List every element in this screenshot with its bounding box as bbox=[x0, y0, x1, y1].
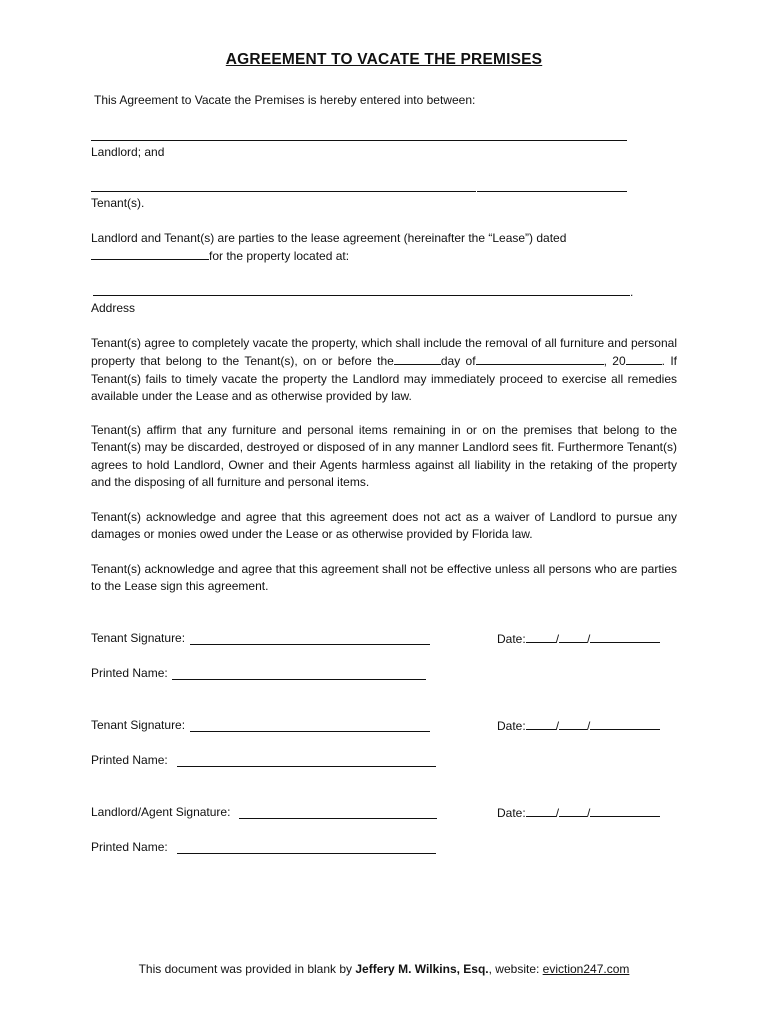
address-period: . bbox=[630, 285, 634, 299]
tenant-signature-line-1[interactable] bbox=[190, 644, 430, 645]
printed-name-label-3: Printed Name: bbox=[91, 840, 168, 854]
printed-name-label-1: Printed Name: bbox=[91, 666, 168, 680]
vacate-year-prefix: 20 bbox=[612, 354, 626, 369]
printed-name-line-2[interactable] bbox=[177, 766, 436, 767]
landlord-name-line[interactable] bbox=[91, 140, 627, 141]
lease-date-blank[interactable] bbox=[91, 247, 209, 260]
tenant-name-line-1[interactable] bbox=[91, 191, 476, 192]
lease-property-text: for the property located at: bbox=[209, 249, 350, 264]
date-3-month[interactable] bbox=[526, 804, 556, 817]
date-3-year[interactable] bbox=[590, 804, 660, 817]
vacate-day-blank[interactable] bbox=[394, 352, 441, 365]
printed-name-label-2: Printed Name: bbox=[91, 753, 168, 767]
landlord-signature-label: Landlord/Agent Signature: bbox=[91, 805, 231, 819]
printed-name-line-1[interactable] bbox=[172, 679, 426, 680]
vacate-comma: , bbox=[603, 354, 607, 369]
effective-paragraph: Tenant(s) acknowledge and agree that this agreement shall not be effective unless all persons who are parties to the Lease sign this agreement. bbox=[91, 562, 677, 594]
date-2-year[interactable] bbox=[590, 717, 660, 730]
date-1-month[interactable] bbox=[526, 630, 556, 643]
vacate-text: Tenant(s) agree to completely vacate the property, which shall include the removal of all furniture and personal property that belong to the Tenant(s), on or before the bbox=[91, 336, 677, 369]
waiver-paragraph: Tenant(s) acknowledge and agree that this agreement does not act as a waiver of Landlord to pursue any damages or monies owed under the Lease or as otherwise provided by Florida law. bbox=[91, 510, 677, 542]
affirm-paragraph: Tenant(s) affirm that any furniture and personal items remaining in or on the premises that belong to the Tenant(s) may be discarded, destroyed or disposed of in any manner Landlord sees fit. Furthermore Tenant(s) agrees to hold Landlord, Owner and their Agents harmless against all liability in the retaking of the property and the disposing of all furniture and personal items. bbox=[91, 423, 677, 489]
date-1-day[interactable] bbox=[559, 630, 587, 643]
date-2-day[interactable] bbox=[559, 717, 587, 730]
date-1-year[interactable] bbox=[590, 630, 660, 643]
date-label-2: Date: / / bbox=[497, 717, 660, 735]
address-line[interactable] bbox=[93, 295, 630, 296]
vacate-remedies-text: . If Tenant(s) fails to timely vacate the property the Landlord may immediately proceed to exercise all remedies available under the Lease and as otherwise provided by law. bbox=[91, 354, 677, 403]
landlord-label: Landlord; and bbox=[91, 145, 165, 159]
printed-name-line-3[interactable] bbox=[177, 853, 436, 854]
landlord-signature-line[interactable] bbox=[239, 818, 437, 819]
footer-note bbox=[0, 961, 768, 978]
lease-paragraph bbox=[91, 230, 677, 266]
footer-author: Jeffery M. Wilkins, Esq. bbox=[355, 962, 489, 976]
vacate-year-blank[interactable] bbox=[626, 352, 662, 365]
intro-text: This Agreement to Vacate the Premises is hereby entered into between: bbox=[94, 93, 476, 107]
lease-text: Landlord and Tenant(s) are parties to the lease agreement (hereinafter the “Lease”) dated bbox=[91, 231, 567, 245]
vacate-month-blank[interactable] bbox=[476, 352, 604, 365]
date-3-day[interactable] bbox=[559, 804, 587, 817]
footer-middle: , website: bbox=[488, 962, 543, 976]
vacate-day-text: day of bbox=[440, 354, 476, 369]
tenant-name-line-2[interactable] bbox=[477, 191, 627, 192]
vacate-paragraph bbox=[91, 335, 677, 405]
tenant-signature-line-2[interactable] bbox=[190, 731, 430, 732]
tenant-label: Tenant(s). bbox=[91, 196, 145, 210]
footer-prefix: This document was provided in blank by bbox=[138, 962, 356, 976]
document-title: AGREEMENT TO VACATE THE PREMISES bbox=[225, 51, 543, 68]
tenant-signature-label-1: Tenant Signature: bbox=[91, 631, 186, 645]
address-label: Address bbox=[91, 301, 136, 315]
date-label-1: Date: / / bbox=[497, 630, 660, 648]
footer-website-link[interactable]: eviction247.com bbox=[542, 962, 630, 976]
date-label-3: Date: / / bbox=[497, 804, 660, 822]
date-2-month[interactable] bbox=[526, 717, 556, 730]
tenant-signature-label-2: Tenant Signature: bbox=[91, 718, 186, 732]
